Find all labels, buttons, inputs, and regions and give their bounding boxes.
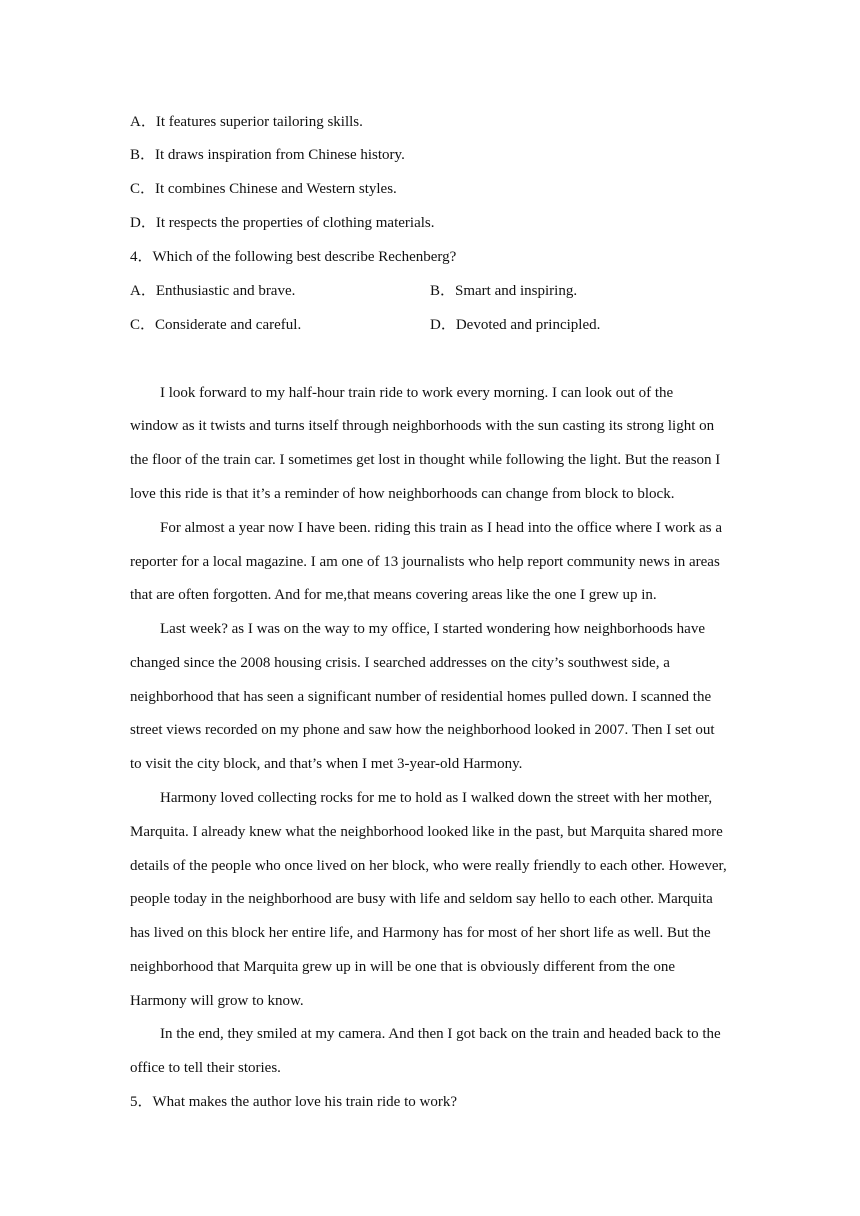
passage-line: reporter for a local magazine. I am one of 13 journalists who help report community news in areas bbox=[130, 554, 720, 570]
q3-option-d: D．It respects the properties of clothing materials. bbox=[130, 215, 435, 231]
passage-line: Harmony will grow to know. bbox=[130, 993, 304, 1009]
passage-line: details of the people who once lived on her block, who were really friendly to each other. However, bbox=[130, 858, 727, 874]
passage-line: has lived on this block her entire life, and Harmony has for most of her short life as well. But the bbox=[130, 925, 711, 941]
passage-line: I look forward to my half-hour train ride to work every morning. I can look out of the bbox=[160, 385, 674, 401]
passage-line: Harmony loved collecting rocks for me to hold as I walked down the street with her mother, bbox=[160, 790, 713, 806]
passage-line: that are often forgotten. And for me,that means covering areas like the one I grew up in. bbox=[130, 587, 657, 603]
passage-line: to visit the city block, and that’s when I met 3-year-old Harmony. bbox=[130, 756, 523, 772]
passage-line: the floor of the train car. I sometimes get lost in thought while following the light. But the reason I bbox=[130, 452, 721, 468]
passage-line: changed since the 2008 housing crisis. I searched addresses on the city’s southwest side, a bbox=[130, 655, 670, 671]
passage-line: neighborhood that has seen a significant number of residential homes pulled down. I scanned the bbox=[130, 689, 712, 705]
passage-line: people today in the neighborhood are busy with life and seldom say hello to each other. Marquita bbox=[130, 891, 713, 907]
passage-line: Last week? as I was on the way to my office, I started wondering how neighborhoods have bbox=[160, 621, 705, 637]
passage-line: For almost a year now I have been. riding this train as I head into the office where I work as a bbox=[160, 520, 723, 536]
q4-option-c: C．Considerate and careful. bbox=[130, 317, 302, 333]
passage-line: neighborhood that Marquita grew up in will be one that is obviously different from the one bbox=[130, 959, 676, 975]
passage-line: Marquita. I already knew what the neighborhood looked like in the past, but Marquita shared more bbox=[130, 824, 723, 840]
q4-question: 4．Which of the following best describe Rechenberg? bbox=[130, 249, 457, 265]
passage-line: love this ride is that it’s a reminder of how neighborhoods can change from block to block. bbox=[130, 486, 675, 502]
passage-line: street views recorded on my phone and saw how the neighborhood looked in 2007. Then I set out bbox=[130, 722, 715, 738]
passage-line: In the end, they smiled at my camera. And then I got back on the train and headed back to the bbox=[160, 1026, 721, 1042]
q4-option-a: A．Enthusiastic and brave. bbox=[130, 283, 296, 299]
q4-option-d: D．Devoted and principled. bbox=[430, 317, 601, 333]
q5-question: 5．What makes the author love his train ride to work? bbox=[130, 1094, 457, 1110]
q3-option-b: B．It draws inspiration from Chinese history. bbox=[130, 147, 405, 163]
q3-option-a: A．It features superior tailoring skills. bbox=[130, 114, 363, 130]
q4-option-b: B．Smart and inspiring. bbox=[430, 283, 578, 299]
passage-line: window as it twists and turns itself through neighborhoods with the sun casting its strong light on bbox=[130, 418, 715, 434]
passage-line: office to tell their stories. bbox=[130, 1060, 281, 1076]
q3-option-c: C．It combines Chinese and Western styles. bbox=[130, 181, 397, 197]
